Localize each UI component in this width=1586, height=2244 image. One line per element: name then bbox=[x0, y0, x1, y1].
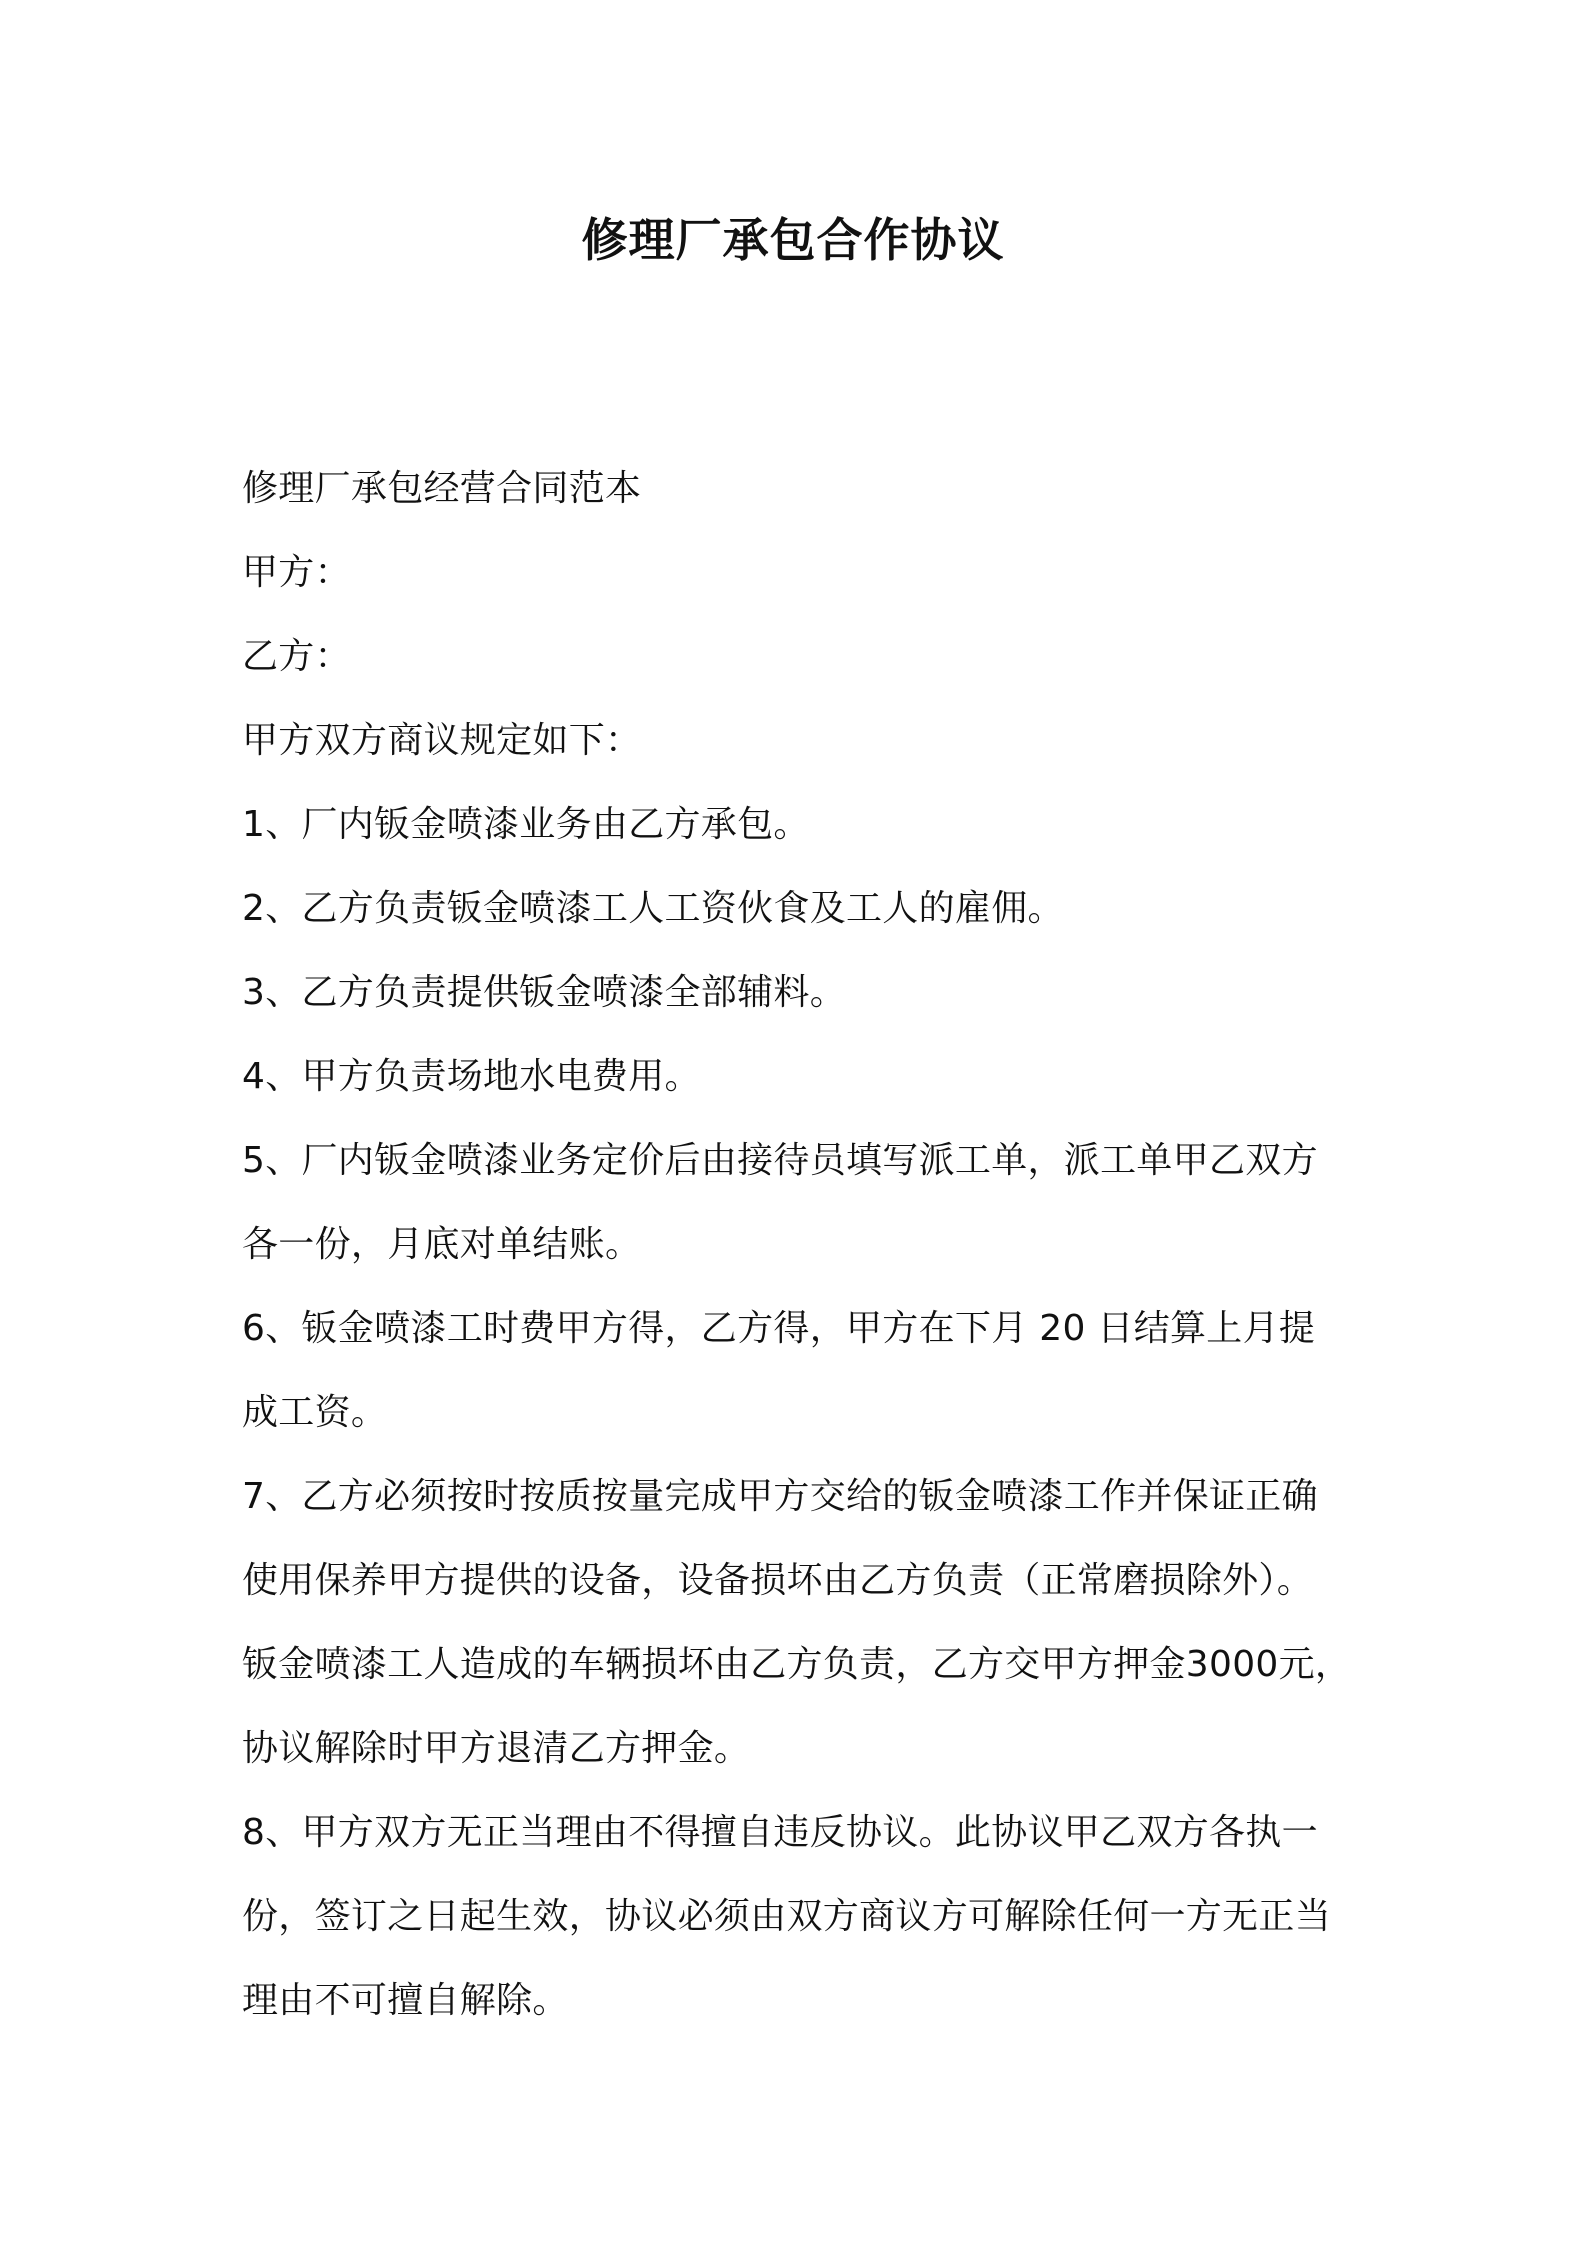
party-b-line: 乙方： bbox=[242, 636, 351, 677]
clause-4-line: 4、甲方负责场地水电费用。 bbox=[242, 1056, 701, 1097]
clause-7-line-2: 使用保养甲方提供的设备，设备损坏由乙方负责（正常磨损除外）。 bbox=[242, 1560, 1314, 1601]
clause-6-line-1: 6、钣金喷漆工时费甲方得，乙方得，甲方在下月 20 日结算上月提 bbox=[242, 1308, 1316, 1349]
clause-8-line-2: 份，签订之日起生效，协议必须由双方商议方可解除任何一方无正当 bbox=[242, 1896, 1332, 1937]
clause-7-line-4: 协议解除时甲方退清乙方押金。 bbox=[242, 1728, 751, 1769]
document-body bbox=[242, 447, 1357, 2043]
document-title: 修理厂承包合作协议 bbox=[581, 213, 1005, 267]
clause-7-line-3: 钣金喷漆工人造成的车辆损坏由乙方负责，乙方交甲方押金3000元， bbox=[242, 1644, 1352, 1685]
clause-8-line-1: 8、甲方双方无正当理由不得擅自违反协议。此协议甲乙双方各执一 bbox=[242, 1812, 1318, 1853]
clause-8-line-3: 理由不可擅自解除。 bbox=[242, 1980, 569, 2021]
clause-5-line-1: 5、厂内钣金喷漆业务定价后由接待员填写派工单，派工单甲乙双方 bbox=[242, 1140, 1318, 1181]
clause-1-line: 1、厂内钣金喷漆业务由乙方承包。 bbox=[242, 804, 810, 845]
clause-3-line: 3、乙方负责提供钣金喷漆全部辅料。 bbox=[242, 972, 847, 1013]
clause-7-line-1: 7、乙方必须按时按质按量完成甲方交给的钣金喷漆工作并保证正确 bbox=[242, 1476, 1318, 1517]
subtitle-line: 修理厂承包经营合同范本 bbox=[242, 468, 642, 509]
clause-5-line-2: 各一份，月底对单结账。 bbox=[242, 1224, 642, 1265]
clause-6-line-2: 成工资。 bbox=[242, 1392, 388, 1433]
party-a-line: 甲方： bbox=[242, 552, 351, 593]
clause-2-line: 2、乙方负责钣金喷漆工人工资伙食及工人的雇佣。 bbox=[242, 888, 1064, 929]
intro-line: 甲方双方商议规定如下： bbox=[242, 720, 642, 761]
